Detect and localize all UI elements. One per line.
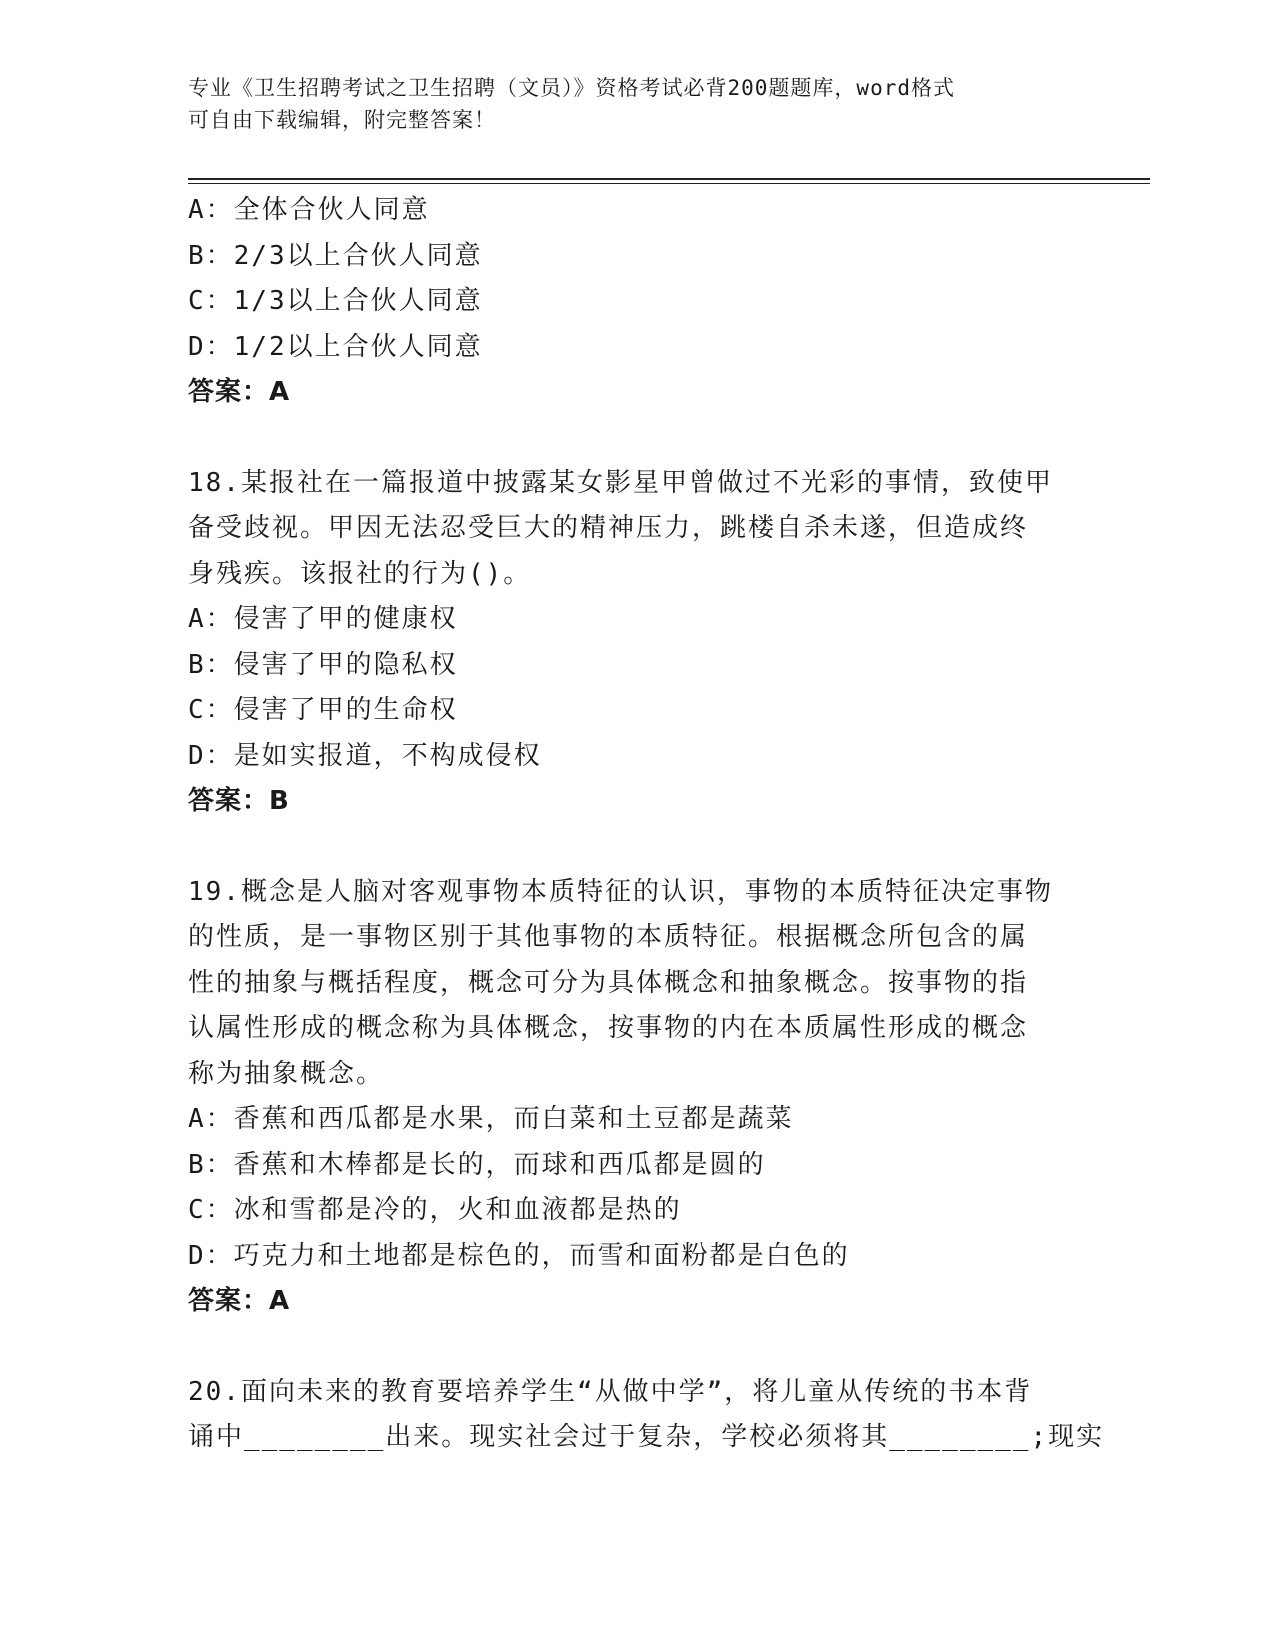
header-rule-thick: [188, 178, 1150, 180]
header-line-1: 专业《卫生招聘考试之卫生招聘（文员）》资格考试必背200题题库，word格式: [188, 76, 955, 100]
question-stem-line: 性的抽象与概括程度，概念可分为具体概念和抽象概念。按事物的指: [188, 967, 1029, 998]
option-d: D：1/2以上合伙人同意: [188, 331, 483, 362]
option-a: A：侵害了甲的健康权: [188, 604, 458, 634]
option-a: A：香蕉和西瓜都是水果，而白菜和土豆都是蔬菜: [188, 1104, 794, 1134]
question-stem-line: 备受歧视。甲因无法忍受巨大的精神压力，跳楼自杀未遂，但造成终: [188, 513, 1029, 543]
question-stem-line: 18.某报社在一篇报道中披露某女影星甲曾做过不光彩的事情，致使甲: [188, 467, 1053, 498]
question-stem-line: 身残疾。该报社的行为()。: [188, 558, 532, 589]
option-b: B：香蕉和木棒都是长的，而球和西瓜都是圆的: [188, 1149, 766, 1180]
answer-label: 答案：A: [188, 1286, 291, 1316]
header-line-2: 可自由下载编辑，附完整答案！: [188, 108, 496, 132]
question-stem-line: 19.概念是人脑对客观事物本质特征的认识，事物的本质特征决定事物: [188, 876, 1053, 907]
header-rule-thin: [188, 183, 1150, 184]
question-19: [188, 870, 1088, 1325]
option-c: C：侵害了甲的生命权: [188, 695, 458, 725]
question-stem-line: 20.面向未来的教育要培养学生“从做中学”，将儿童从传统的书本背: [188, 1376, 1033, 1407]
question-18: [188, 461, 1088, 825]
answer-label: 答案：A: [188, 377, 291, 407]
option-b: B：侵害了甲的隐私权: [188, 649, 458, 680]
document-body: [188, 188, 1105, 1461]
option-a: A：全体合伙人同意: [188, 195, 430, 225]
option-d: D：是如实报道，不构成侵权: [188, 740, 542, 771]
document-header: [188, 72, 1068, 136]
question-stem-line: 的性质，是一事物区别于其他事物的本质特征。根据概念所包含的属: [188, 922, 1029, 952]
option-c: C：冰和雪都是冷的，火和血液都是热的: [188, 1195, 682, 1225]
question-stem-line: 认属性形成的概念称为具体概念，按事物的内在本质属性形成的概念: [188, 1013, 1029, 1043]
question-20: [188, 1370, 1105, 1461]
option-b: B：2/3以上合伙人同意: [188, 240, 483, 271]
option-d: D：巧克力和土地都是棕色的，而雪和面粉都是白色的: [188, 1240, 850, 1271]
option-c: C：1/3以上合伙人同意: [188, 286, 483, 316]
question-stem-line: 称为抽象概念。: [188, 1058, 385, 1089]
answer-label: 答案：B: [188, 786, 290, 816]
question-stem-line: 诵中________出来。现实社会过于复杂，学校必须将其________;现实: [188, 1422, 1105, 1452]
question-17: [188, 188, 1088, 416]
